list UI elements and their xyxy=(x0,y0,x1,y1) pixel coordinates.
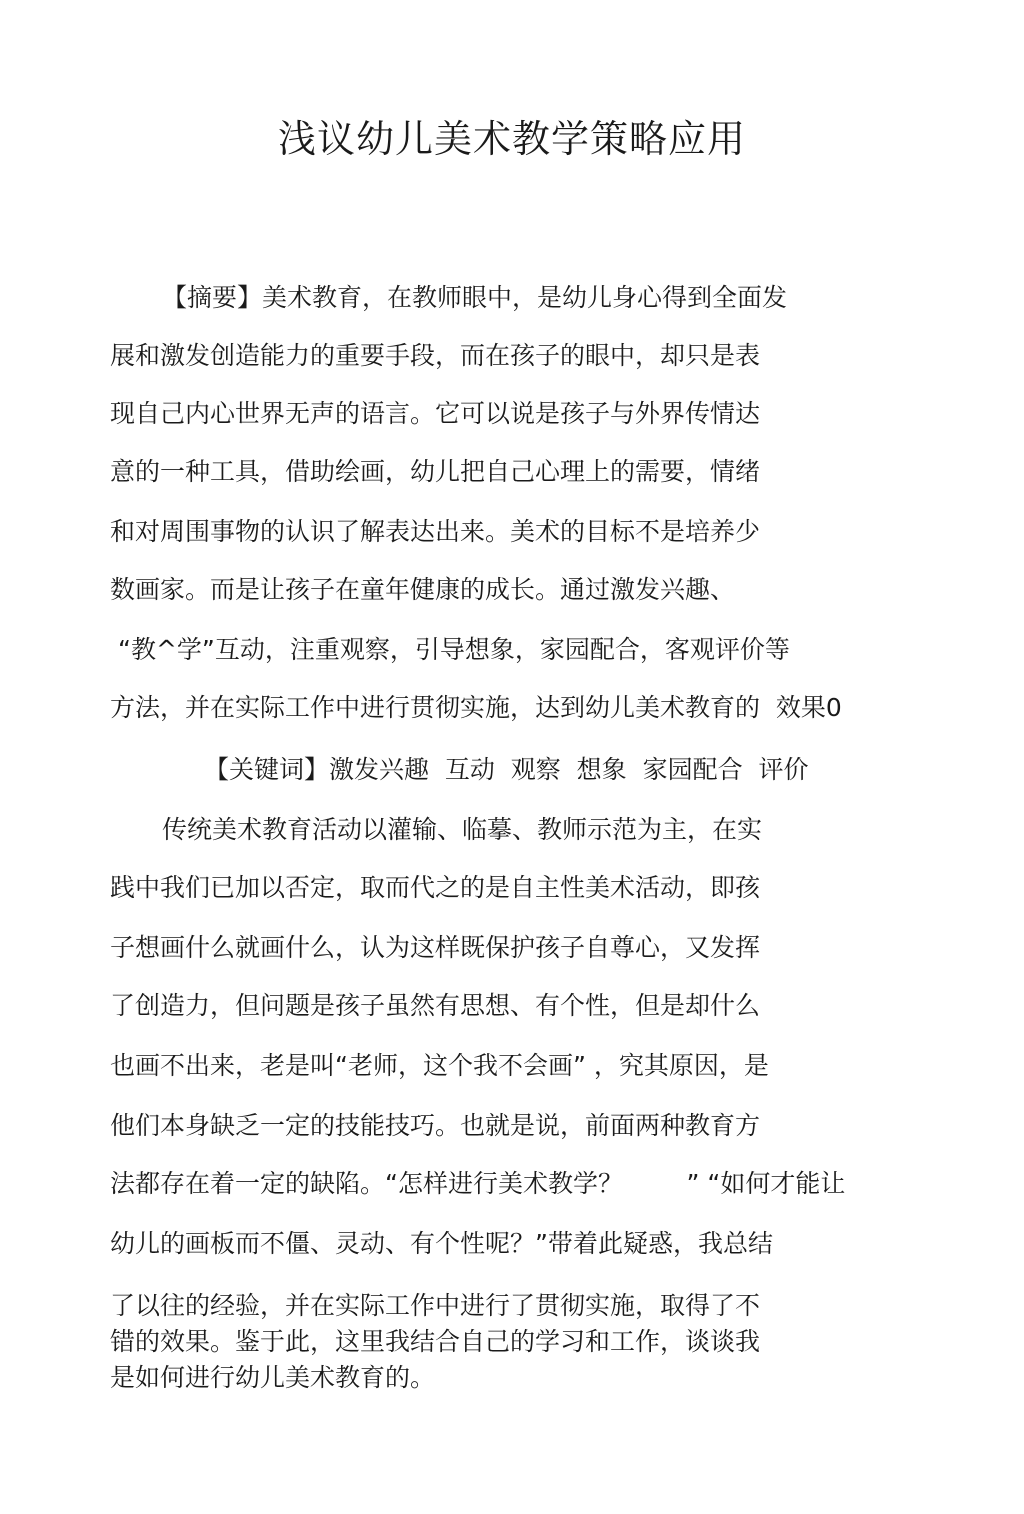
abstract-line: 【摘要】美术教育，在教师眼中，是幼儿身心得到全面发 xyxy=(162,283,788,312)
abstract-line: 方法，并在实际工作中进行贯彻实施，达到幼儿美术教育的 效果0 xyxy=(110,693,842,722)
body-line: 幼儿的画板而不僵、灵动、有个性呢？”带着此疑惑，我总结 xyxy=(110,1229,773,1258)
body-line: 子想画什么就画什么，认为这样既保护孩子自尊心，又发挥 xyxy=(110,933,761,962)
document-title: 浅议幼儿美术教学策略应用 xyxy=(277,117,746,161)
abstract-line: 意的一种工具，借助绘画，幼儿把自己心理上的需要，情绪 xyxy=(110,457,761,486)
body-line: 也画不出来，老是叫“老师，这个我不会画” ，究其原因，是 xyxy=(110,1051,769,1080)
abstract-line: 展和激发创造能力的重要手段，而在孩子的眼中，却只是表 xyxy=(110,341,761,370)
body-line: 了创造力，但问题是孩子虽然有思想、有个性，但是却什么 xyxy=(110,991,761,1020)
body-line: 错的效果。鉴于此，这里我结合自己的学习和工作，谈谈我 xyxy=(110,1327,761,1356)
body-line: 了以往的经验，并在实际工作中进行了贯彻实施，取得了不 xyxy=(110,1291,761,1320)
abstract-line: 现自己内心世界无声的语言。它可以说是孩子与外界传情达 xyxy=(110,399,761,428)
abstract-line: 和对周围事物的认识了解表达出来。美术的目标不是培养少 xyxy=(110,517,761,546)
body-line: 是如何进行幼儿美术教育的。 xyxy=(110,1363,436,1392)
body-line: 法都存在着一定的缺陷。“怎样进行美术教学？ ” “如何才能让 xyxy=(110,1169,846,1198)
body-line: 传统美术教育活动以灌输、临摹、教师示范为主，在实 xyxy=(162,815,763,844)
keywords-line: 【关键词】激发兴趣 互动 观察 想象 家园配合 评价 xyxy=(204,755,809,784)
body-line: 他们本身缺乏一定的技能技巧。也就是说，前面两种教育方 xyxy=(110,1111,761,1140)
abstract-line: 数画家。而是让孩子在童年健康的成长。通过激发兴趣、 xyxy=(110,575,736,604)
body-line: 践中我们已加以否定，取而代之的是自主性美术活动，即孩 xyxy=(110,873,761,902)
abstract-line: “教^学”互动，注重观察，引导想象，家园配合，客观评价等 xyxy=(118,635,790,664)
